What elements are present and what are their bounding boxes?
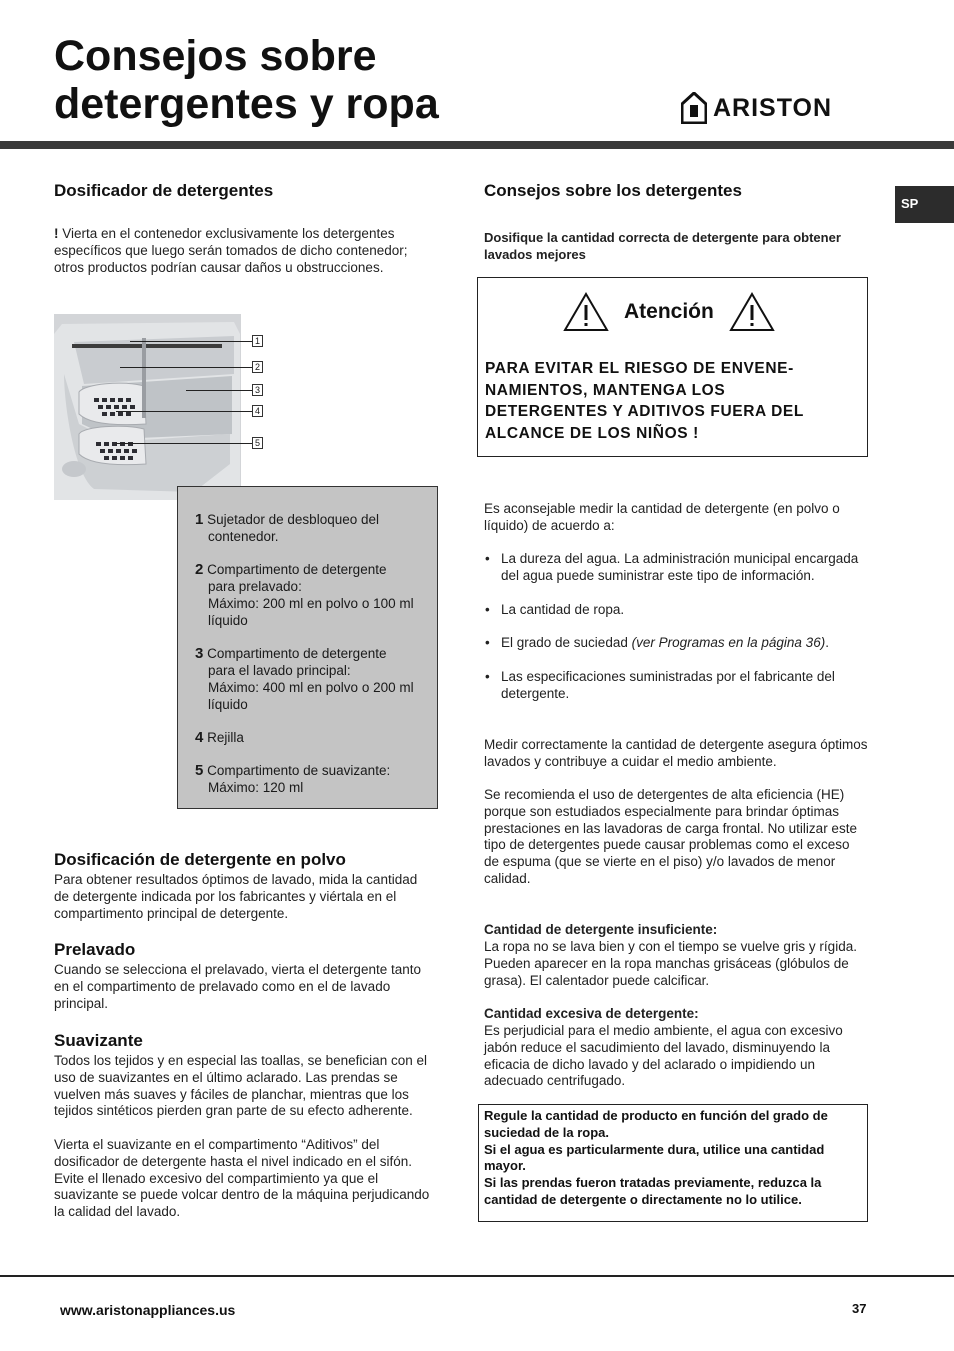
dosing-factors-list — [484, 551, 868, 720]
warning-triangle-icon — [728, 291, 776, 333]
callout-1: 1 — [252, 335, 263, 347]
warning-body: PARA EVITAR EL RIESGO DE ENVENE-NAMIENTOS, MANTENGA LOS DETERGENTES Y ADITIVOS FUERA DEL ALCANCE DE LOS NIÑOS — [485, 360, 804, 442]
list-item-text: Las especificaciones suministradas por el fabricante del detergente. — [501, 669, 835, 701]
excess-heading: Cantidad excesiva de detergente: — [484, 1006, 699, 1021]
softener-text-1: Todos los tejidos y en especial las toallas, se benefician con el uso de suavizantes en el último aclarado. Las prendas se vuelven más suaves y fáciles de planchar, mientras que los tejidos sintéticos pierden gran parte de su efecto adherente. — [54, 1053, 427, 1119]
prewash-heading: Prelavado — [54, 940, 136, 959]
prewash-text: Cuando se selecciona el prelavado, vierta el detergente tanto en el compartimento de prelavado como en el de lavado principal. — [54, 962, 421, 1011]
callout-5: 5 — [252, 437, 263, 449]
powder-heading: Dosificación de detergente en polvo — [54, 850, 346, 869]
language-tab: SP — [895, 186, 954, 223]
dispenser-legend — [177, 486, 438, 809]
legend-num: 2 — [195, 561, 204, 578]
callout-line-1 — [130, 341, 252, 342]
callout-line-5 — [116, 443, 252, 444]
footer-url[interactable]: www.aristonappliances.us — [60, 1302, 236, 1318]
warning-title: Atención — [624, 300, 714, 323]
legend-text: Compartimento de suavizante: — [207, 763, 391, 778]
regulate-line-3: Si las prendas fueron tratadas previamente, reduzca la cantidad de detergente o directamente no lo utilice. — [484, 1175, 822, 1207]
legend-text: Sujetador de desbloqueo del — [207, 512, 379, 527]
excess-text: Es perjudicial para el medio ambiente, el agua con excesivo jabón reduce el sacudimiento del lavado, disminuyendo la eficacia de dicho lavado y del aclarado o impidiendo un adecuado centrifugado. — [484, 1023, 843, 1089]
tips-heading: Consejos sobre los detergentes — [484, 181, 742, 200]
dispenser-mark: ! — [54, 226, 59, 241]
legend-num: 1 — [195, 511, 204, 528]
legend-cont: para el lavado principal: Máximo: 400 ml en polvo o 200 ml líquido — [208, 663, 414, 712]
legend-item-3 — [195, 645, 433, 713]
legend-num: 5 — [195, 762, 204, 779]
callout-line-2 — [120, 367, 252, 368]
list-item — [484, 669, 868, 703]
callout-4: 4 — [252, 405, 263, 417]
page-number: 37 — [852, 1301, 867, 1316]
page-reference: (ver Programas en la página 36) — [631, 635, 826, 651]
header-rule — [0, 141, 954, 149]
house-icon — [681, 92, 707, 124]
legend-item-1 — [195, 511, 433, 545]
legend-item-5 — [195, 762, 433, 796]
page-title — [54, 32, 614, 128]
powder-text: Para obtener resultados óptimos de lavado, mida la cantidad de detergente indicada por los fabricantes y viértala en el compartimento principal de detergente. — [54, 872, 418, 921]
warning-triangle-icon — [562, 291, 610, 333]
title-line-1: Consejos sobre — [54, 32, 377, 80]
list-item-tail: . — [825, 635, 829, 651]
callout-line-4 — [116, 411, 252, 412]
legend-text: Compartimento de detergente — [207, 562, 387, 577]
list-item-text: La cantidad de ropa. — [501, 601, 625, 617]
callout-2: 2 — [252, 361, 263, 373]
legend-cont: para prelavado: Máximo: 200 ml en polvo o 100 ml líquido — [208, 579, 414, 628]
insufficient-text: La ropa no se lava bien y con el tiempo se vuelve gris y rígida. Pueden aparecer en la ropa manchas grisáceas (glóbulos de grasa). El calentador puede calcificar. — [484, 939, 857, 988]
legend-item-2 — [195, 561, 433, 629]
insufficient-heading: Cantidad de detergente insuficiente: — [484, 922, 718, 937]
regulate-box — [478, 1104, 868, 1222]
ariston-logo — [681, 92, 832, 124]
list-item-text: La dureza del agua. La administración municipal encargada del agua puede suministrar este tipo de información. — [501, 551, 859, 583]
tips-subheading: Dosifique la cantidad correcta de detergente para obtener lavados mejores — [484, 230, 841, 262]
warning-mark: ! — [693, 424, 699, 442]
softener-text-2: Vierta el suavizante en el compartimento “Aditivos” del dosificador de detergente hasta el nivel indicado en el sifón. Evite el llenado excesivo del compartimiento ya que el suavizante se puede volcar dentro de la máquina perjudicando la calidad del lavado. — [54, 1137, 430, 1220]
warning-box — [477, 277, 868, 457]
legend-cont: Máximo: 120 ml — [208, 780, 304, 795]
he-text: Se recomienda el uso de detergentes de alta eficiencia (HE) porque son estudiados especialmente para brindar óptimas prestaciones en las lavadoras de carga frontal. No utilizar este tipo de detergentes puede causar problemas como el exceso de espuma (que se vierte en el piso) y/o lavados de menor calidad. — [484, 787, 857, 886]
dispenser-heading: Dosificador de detergentes — [54, 181, 274, 200]
title-line-2: detergentes y ropa — [54, 80, 439, 128]
dispenser-text — [54, 226, 439, 276]
intro-text: Es aconsejable medir la cantidad de detergente (en polvo o líquido) de acuerdo a: — [484, 501, 840, 533]
softener-heading: Suavizante — [54, 1031, 143, 1050]
legend-text: Rejilla — [207, 730, 244, 745]
legend-cont: contenedor. — [208, 529, 279, 544]
list-item-text: El grado de suciedad — [501, 635, 632, 651]
brand-name: ARISTON — [713, 93, 833, 122]
footer-rule — [0, 1275, 954, 1277]
dispenser-body: Vierta en el contenedor exclusivamente los detergentes específicos que luego serán tomados de dicho contenedor; otros productos podrían causar daños u obstrucciones. — [54, 226, 408, 275]
list-item — [484, 635, 868, 652]
legend-text: Compartimento de detergente — [207, 646, 387, 661]
legend-item-4 — [195, 729, 433, 746]
measure-text: Medir correctamente la cantidad de detergente asegura óptimos lavados y contribuye a cuidar el medio ambiente. — [484, 737, 868, 769]
legend-num: 4 — [195, 729, 204, 746]
regulate-line-2: Si el agua es particularmente dura, utilice una cantidad mayor. — [484, 1141, 825, 1174]
warning-header — [562, 291, 776, 333]
regulate-line-1: Regule la cantidad de producto en función del grado de suciedad de la ropa. — [484, 1108, 828, 1140]
list-item — [484, 551, 868, 585]
legend-num: 3 — [195, 645, 204, 662]
list-item — [484, 602, 868, 619]
warning-text — [485, 358, 845, 444]
callout-line-3 — [186, 390, 252, 391]
callout-3: 3 — [252, 384, 263, 396]
